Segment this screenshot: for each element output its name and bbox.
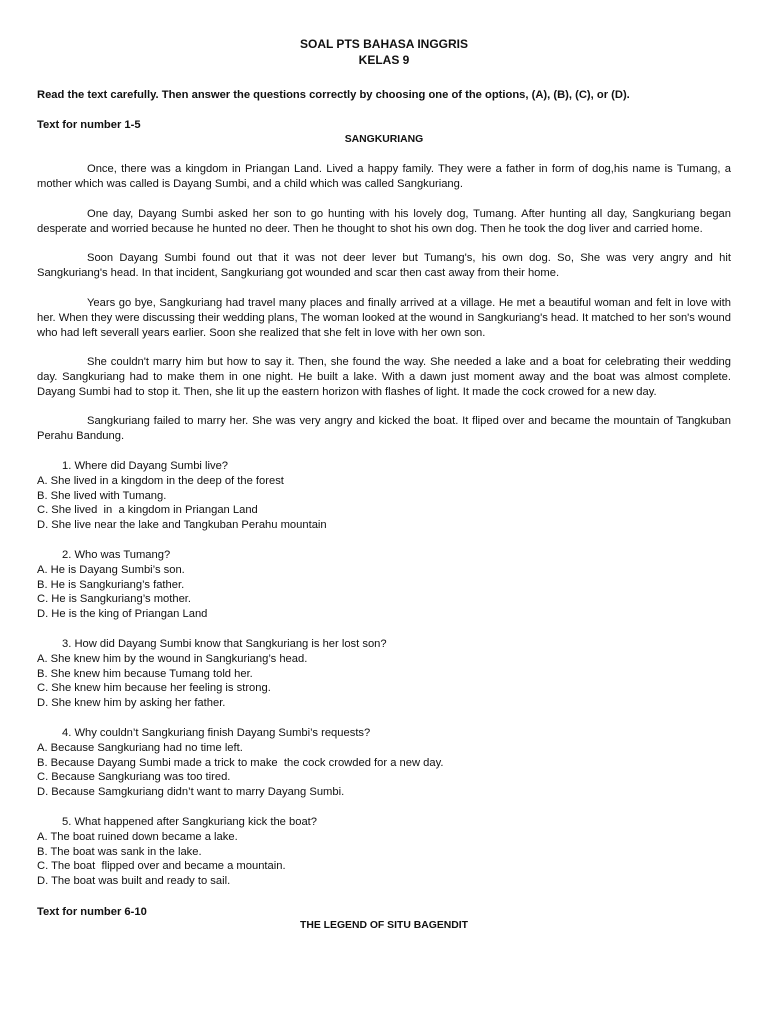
answer-option: B. He is Sangkuriang’s father. xyxy=(37,579,185,591)
story-paragraph: Sangkuriang failed to marry her. She was very angry and kicked the boat. It fliped over and became the mountain of Tangkuban Perahu Bandung. xyxy=(37,415,731,442)
section1-story-title: SANGKURIANG xyxy=(344,134,424,145)
answer-option: A. Because Sangkuriang had no time left. xyxy=(37,742,243,754)
answer-option: C. He is Sangkuriang’s mother. xyxy=(37,593,192,605)
story-paragraph: Soon Dayang Sumbi found out that it was not deer lever but Tumang's, his own dog. So, She was very angry and hit Sangkuriang's head. In that incident, Sangkuriang got wounded and scar then cast away from their home. xyxy=(37,252,731,279)
answer-option: A. He is Dayang Sumbi’s son. xyxy=(37,564,185,576)
answer-option: A. She lived in a kingdom in the deep of the forest xyxy=(37,475,284,487)
document-subtitle: KELAS 9 xyxy=(358,53,410,67)
story-paragraph: Years go bye, Sangkuriang had travel many places and finally arrived at a village. He met a beautiful woman and felt in love with her. When they were discussing their wedding plans, The woman looked at the wound in Sangkuriang's head. It matched to her son's wound who had left severall years earlier. Soon she realized that she felt in love with her own son. xyxy=(37,297,731,339)
instructions: Read the text carefully. Then answer the questions correctly by choosing one of the options, (A), (B), (C), or (D). xyxy=(37,89,630,101)
question-prompt: 1. Where did Dayang Sumbi live? xyxy=(62,460,229,472)
story-paragraph: Once, there was a kingdom in Priangan Land. Lived a happy family. They were a father in form of dog,his name is Tumang, a mother which was called is Dayang Sumbi, and a child which was called Sangkuriang. xyxy=(37,163,731,190)
answer-option: D. She knew him by asking her father. xyxy=(37,697,226,709)
document-title: SOAL PTS BAHASA INGGRIS xyxy=(299,37,469,51)
section2-story-title: THE LEGEND OF SITU BAGENDIT xyxy=(300,920,468,931)
story-paragraph: She couldn't marry him but how to say it. Then, she found the way. She needed a lake and a boat for celebrating their wedding day. Sangkuriang had to make them in one night. He built a lake. With a dawn just moment away and the boat was almost complete. Dayang Sumbi had to stop it. Then, she lit up the eastern horizon with flashes of light. It made the cock crowed for a new day. xyxy=(37,356,731,398)
answer-option: C. She knew him because her feeling is strong. xyxy=(37,682,271,694)
answer-option: B. She lived with Tumang. xyxy=(37,490,167,502)
question-prompt: 3. How did Dayang Sumbi know that Sangkuriang is her lost son? xyxy=(62,638,387,650)
answer-option: A. The boat ruined down became a lake. xyxy=(37,831,238,843)
answer-option: D. Because Samgkuriang didn’t want to marry Dayang Sumbi. xyxy=(37,786,345,798)
question-prompt: 2. Who was Tumang? xyxy=(62,549,171,561)
answer-option: B. Because Dayang Sumbi made a trick to make the cock crowded for a new day. xyxy=(37,757,444,769)
question-prompt: 5. What happened after Sangkuriang kick the boat? xyxy=(62,816,317,828)
answer-option: A. She knew him by the wound in Sangkuriang’s head. xyxy=(37,653,308,665)
section2-label: Text for number 6-10 xyxy=(37,906,147,918)
answer-option: D. The boat was built and ready to sail. xyxy=(37,875,231,887)
answer-option: C. Because Sangkuriang was too tired. xyxy=(37,771,231,783)
story-paragraph: One day, Dayang Sumbi asked her son to go hunting with his lovely dog, Tumang. After hunting all day, Sangkuriang began desperate and worried because he hunted no deer. Then he thought to shot his own dog. Then he took the dog liver and carried home. xyxy=(37,208,731,235)
answer-option: D. He is the king of Priangan Land xyxy=(37,608,208,620)
answer-option: B. She knew him because Tumang told her. xyxy=(37,668,253,680)
answer-option: D. She live near the lake and Tangkuban Perahu mountain xyxy=(37,519,327,531)
answer-option: C. The boat flipped over and became a mountain. xyxy=(37,860,286,872)
question-prompt: 4. Why couldn’t Sangkuriang finish Dayang Sumbi’s requests? xyxy=(62,727,371,739)
answer-option: C. She lived in a kingdom in Priangan Land xyxy=(37,504,258,516)
section1-label: Text for number 1-5 xyxy=(37,119,141,131)
answer-option: B. The boat was sank in the lake. xyxy=(37,846,202,858)
